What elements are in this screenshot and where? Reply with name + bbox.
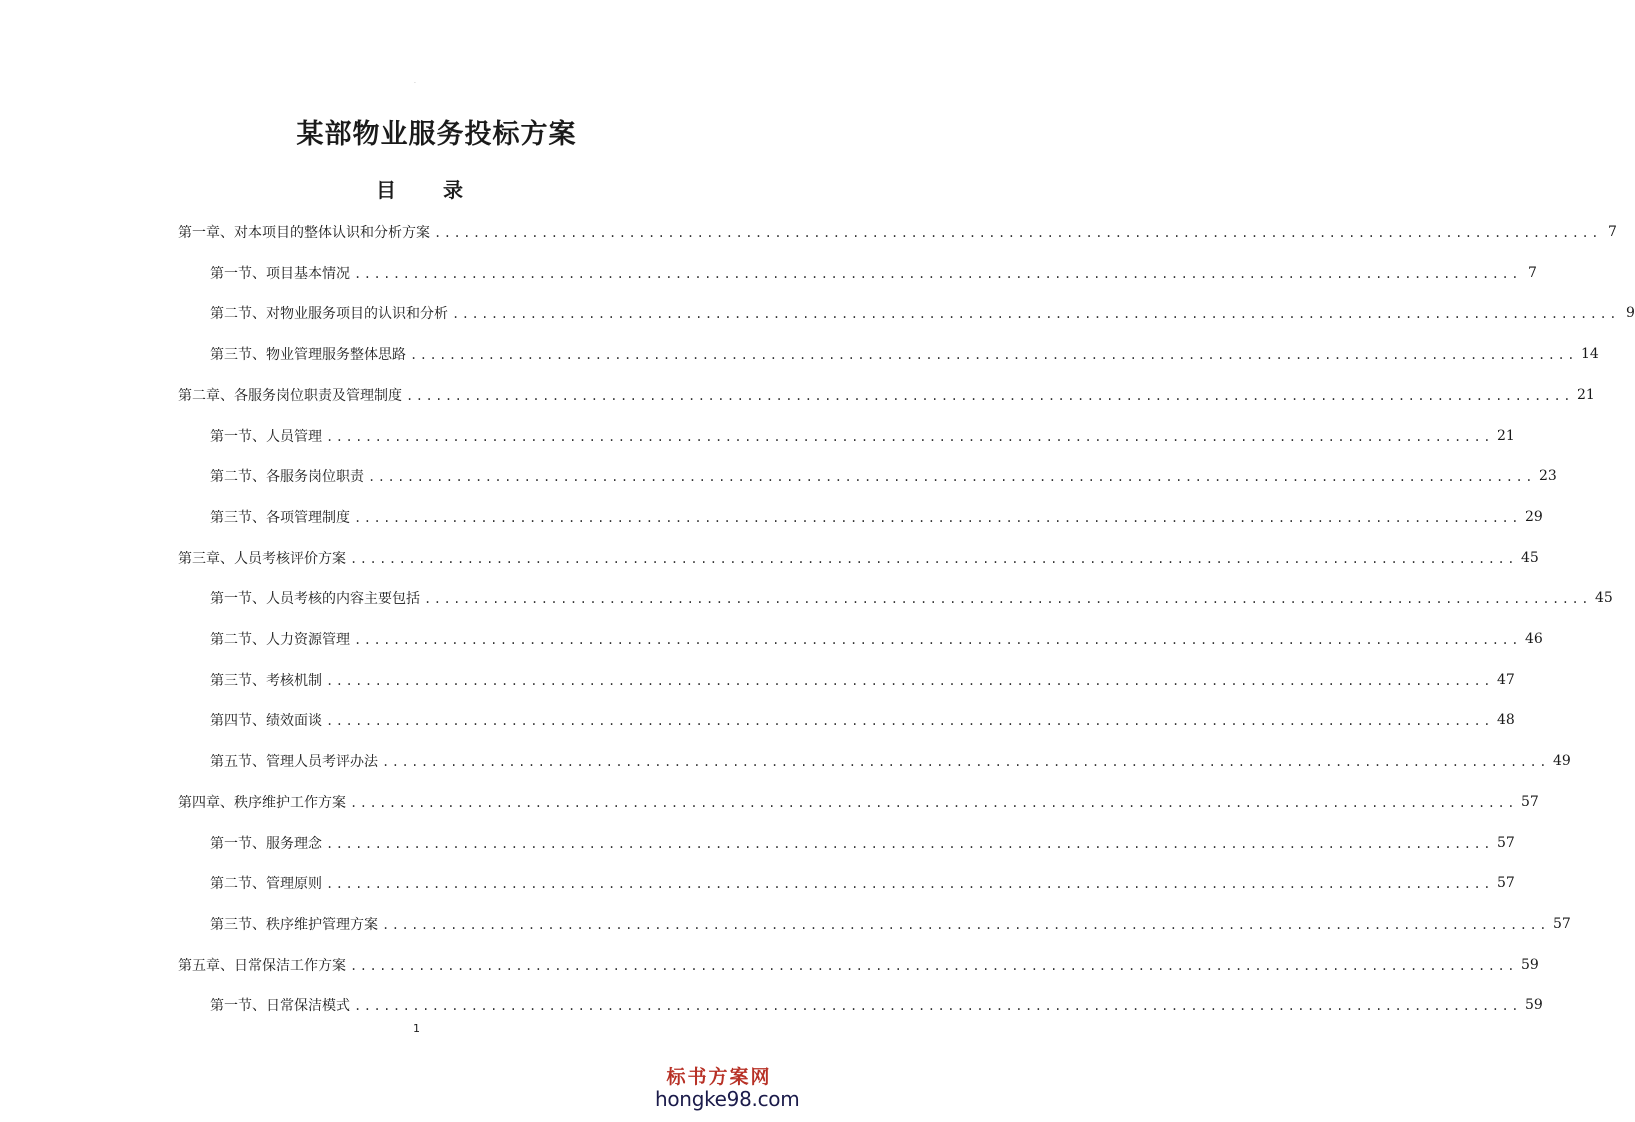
toc-section-entry[interactable] — [210, 301, 1635, 325]
toc-entry-title: 第一节、人员考核的内容主要包括 — [210, 591, 420, 608]
watermark-url: hongke98.com — [655, 1087, 800, 1111]
toc-section-entry[interactable] — [210, 831, 1515, 855]
toc-page-number: 7 — [1528, 264, 1537, 281]
toc-section-entry[interactable] — [210, 627, 1543, 651]
toc-chapter-entry[interactable] — [178, 953, 1539, 977]
toc-section-entry[interactable] — [210, 586, 1613, 610]
toc-section-entry[interactable] — [210, 424, 1515, 448]
watermark-name: 标书方案网 — [666, 1066, 772, 1088]
toc-dot-leader: ........................................................................................................................ — [424, 592, 1591, 607]
toc-section-entry[interactable] — [210, 749, 1571, 773]
toc-entry-title: 第一节、服务理念 — [210, 835, 322, 852]
toc-section-entry[interactable] — [210, 708, 1515, 732]
toc-heading: 目 录 — [376, 178, 483, 202]
toc-dot-leader: ........................................................................................................................ — [350, 795, 1517, 810]
toc-dot-leader: ........................................................................................................................ — [326, 429, 1493, 444]
toc-page-number: 29 — [1524, 508, 1543, 525]
toc-dot-leader: ........................................................................................................................ — [354, 510, 1521, 525]
toc-dot-leader: ........................................................................................................................ — [326, 836, 1493, 851]
toc-chapter-entry[interactable] — [178, 220, 1617, 244]
toc-page-number: 45 — [1520, 549, 1539, 566]
toc-entry-title: 第二节、各服务岗位职责 — [210, 469, 364, 486]
toc-entry-title: 第二节、管理原则 — [210, 876, 322, 893]
document-title: 某部物业服务投标方案 — [296, 119, 577, 150]
toc-dot-leader: ........................................................................................................................ — [354, 266, 1521, 281]
toc-section-entry[interactable] — [210, 342, 1599, 366]
toc-entry-title: 第三节、考核机制 — [210, 672, 322, 689]
toc-page-number: 23 — [1538, 468, 1557, 485]
toc-page-number: 47 — [1496, 671, 1515, 688]
toc-dot-leader: ........................................................................................................................ — [406, 388, 1573, 403]
toc-dot-leader: ........................................................................................................................ — [368, 470, 1535, 485]
toc-page-number: 48 — [1496, 712, 1515, 729]
toc-chapter-entry[interactable] — [178, 790, 1539, 814]
toc-entry-title: 第四节、绩效面谈 — [210, 713, 322, 730]
toc-section-entry[interactable] — [210, 993, 1543, 1017]
toc-entry-title: 第一节、项目基本情况 — [210, 265, 350, 282]
toc-section-entry[interactable] — [210, 505, 1543, 529]
toc-entry-title: 第三节、各项管理制度 — [210, 509, 350, 526]
toc-section-entry[interactable] — [210, 668, 1515, 692]
toc-page-number: 14 — [1580, 346, 1599, 363]
toc-dot-leader: ........................................................................................................................ — [410, 348, 1577, 363]
toc-entry-title: 第一章、对本项目的整体认识和分析方案 — [178, 225, 430, 241]
toc-page-number: 59 — [1520, 956, 1539, 973]
toc-dot-leader: ........................................................................................................................ — [434, 226, 1601, 240]
toc-entry-title: 第三节、秩序维护管理方案 — [210, 916, 378, 933]
toc-section-entry[interactable] — [210, 261, 1537, 285]
watermark-logo — [655, 1066, 800, 1111]
toc-dot-leader: ........................................................................................................................ — [452, 307, 1619, 322]
toc-page-number: 9 — [1626, 305, 1635, 322]
toc-dot-leader: ........................................................................................................................ — [326, 877, 1493, 892]
toc-chapter-entry[interactable] — [178, 383, 1595, 407]
toc-page-number: 59 — [1524, 997, 1543, 1014]
toc-dot-leader: ........................................................................................................................ — [354, 999, 1521, 1014]
toc-chapter-entry[interactable] — [178, 546, 1539, 570]
toc-dot-leader: ........................................................................................................................ — [382, 917, 1549, 932]
toc-dot-leader: ........................................................................................................................ — [350, 958, 1517, 973]
toc-page-number: 57 — [1520, 793, 1539, 810]
toc-dot-leader: ........................................................................................................................ — [382, 755, 1549, 770]
toc-page-number: 49 — [1552, 753, 1571, 770]
toc-entry-title: 第五章、日常保洁工作方案 — [178, 957, 346, 974]
toc-page-number: 57 — [1496, 875, 1515, 892]
toc-entry-title: 第五节、管理人员考评办法 — [210, 754, 378, 771]
toc-entry-title: 第三节、物业管理服务整体思路 — [210, 347, 406, 364]
toc-page-number: 21 — [1576, 386, 1595, 403]
toc-entry-title: 第三章、人员考核评价方案 — [178, 550, 346, 567]
toc-entry-title: 第二节、人力资源管理 — [210, 632, 350, 648]
toc-section-entry[interactable] — [210, 912, 1571, 936]
toc-page-number: 21 — [1496, 427, 1515, 444]
toc-section-entry[interactable] — [210, 464, 1557, 488]
toc-page-number: 57 — [1552, 915, 1571, 932]
toc-dot-leader: ........................................................................................................................ — [354, 633, 1521, 647]
header-mark: · — [414, 80, 416, 87]
toc-page-number: 57 — [1496, 834, 1515, 851]
toc-page-number: 7 — [1608, 224, 1617, 240]
toc-dot-leader: ........................................................................................................................ — [350, 551, 1517, 566]
toc-dot-leader: ........................................................................................................................ — [326, 673, 1493, 688]
toc-dot-leader: ........................................................................................................................ — [326, 714, 1493, 729]
toc-entry-title: 第一节、日常保洁模式 — [210, 998, 350, 1015]
toc-entry-title: 第四章、秩序维护工作方案 — [178, 794, 346, 811]
toc-page-number: 46 — [1524, 631, 1543, 647]
toc-section-entry[interactable] — [210, 871, 1515, 895]
toc-entry-title: 第二节、对物业服务项目的认识和分析 — [210, 306, 448, 323]
page-number: 1 — [413, 1022, 420, 1035]
toc-entry-title: 第一节、人员管理 — [210, 428, 322, 445]
toc-entry-title: 第二章、各服务岗位职责及管理制度 — [178, 387, 402, 404]
toc-page-number: 45 — [1594, 590, 1613, 607]
